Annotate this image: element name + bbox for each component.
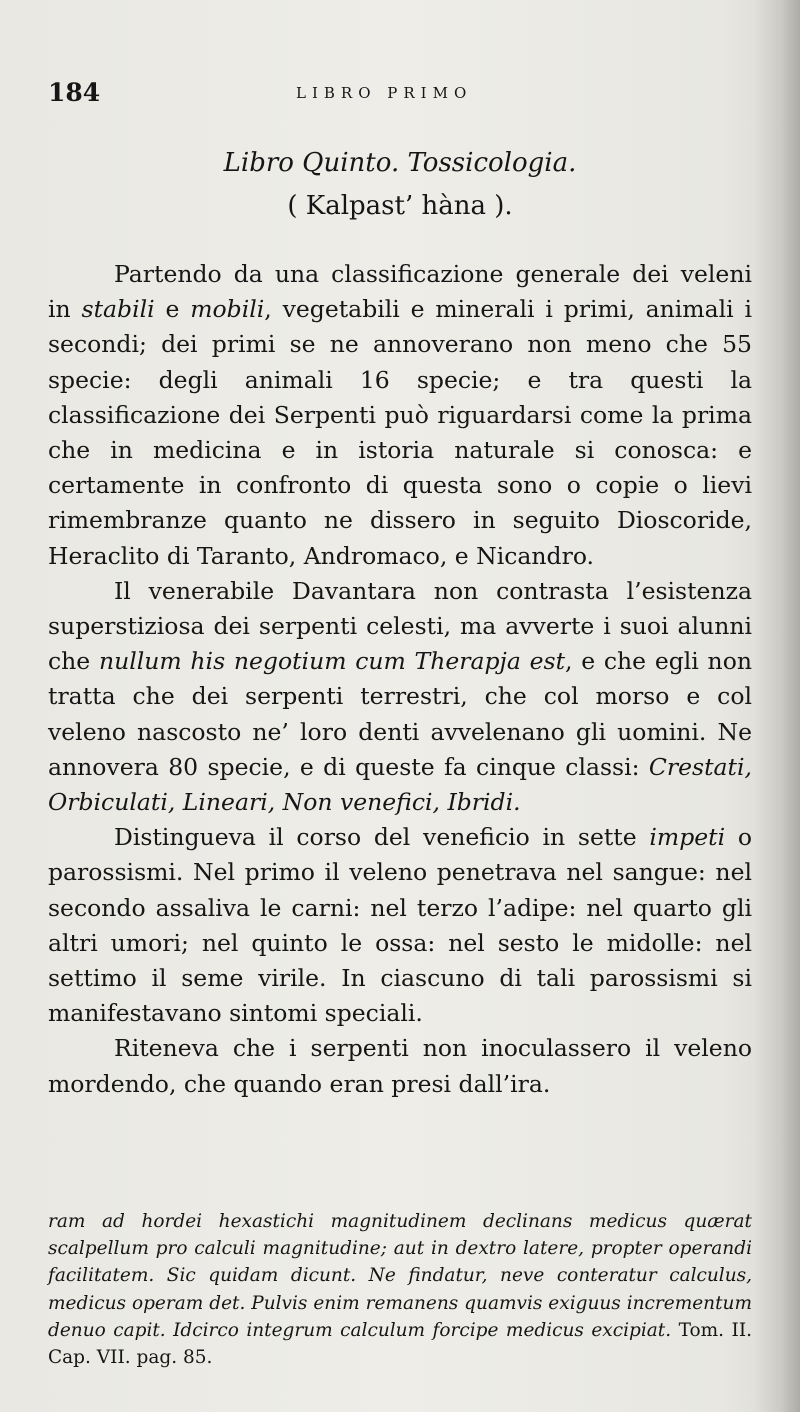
paragraph	[48, 257, 752, 574]
body-text	[48, 257, 752, 1102]
text-run: Riteneva che i serpenti non inoculassero il veleno mordendo, che quando eran presi dall’ira.	[48, 1034, 752, 1098]
section-title: Libro Quinto. Tossicologia.	[223, 148, 577, 178]
paragraph	[48, 574, 752, 820]
running-head: LIBRO PRIMO	[296, 84, 473, 102]
paragraph	[48, 820, 752, 1031]
page-number: 184	[48, 78, 101, 107]
text-run: Il venerabile Davantara non contrasta l’esistenza superstiziosa dei serpenti celesti, ma avverte i suoi alunni che	[48, 576, 752, 676]
footnote	[48, 1208, 752, 1371]
paragraph	[48, 1031, 752, 1101]
page-header	[48, 78, 748, 118]
text-run: o parossismi. Nel primo il veleno penetrava nel sangue: nel secondo assaliva le carni: nel terzo l’adipe: nel quarto gli altri umori; nel quinto le ossa: nel sesto le midolle: nel settimo il seme virile. In ciascuno di tali parossismi si manifestavano sintomi speciali.	[48, 823, 753, 1028]
italic-run: impeti	[649, 823, 726, 852]
text-run: , e che egli non tratta che dei serpenti terrestri, che col morso e col veleno nascosto ne’ loro denti avvelenano gli uomini. Ne annovera 80 specie, e di queste fa cinque classi:	[48, 647, 752, 781]
italic-run: mobili	[190, 295, 265, 324]
text-run: Distingueva il corso del veneficio in sette	[114, 823, 650, 852]
section-subtitle: ( Kalpast’ hàna ).	[287, 191, 513, 221]
footnote-text: ram ad hordei hexastichi magnitudinem declinans medicus quærat scalpellum pro calculi magnitudine; aut in dextro latere, propter operandi facilitatem. Sic quidam dicunt. Ne findatur, neve conteratur calculus, medicus operam det. Pulvis enim remanens quamvis exiguus incrementum denuo capit. Idcirco integrum calculum forcipe medicus excipiat.	[48, 1211, 752, 1341]
text-run: Partendo da una classificazione generale dei veleni in	[48, 260, 752, 324]
italic-run: stabili	[81, 295, 155, 324]
italic-run: nullum his negotium cum Therapja est	[98, 647, 566, 676]
footnote-reference: Tom. II. Cap. VII. pag. 85.	[48, 1319, 753, 1369]
text-run: e	[154, 295, 191, 324]
italic-run: Crestati, Orbiculati, Lineari, Non venefici, Ibridi.	[48, 752, 752, 817]
text-run: , vegetabili e minerali i primi, animali i secondi; dei primi se ne annoverano non meno che 55 specie: degli animali 16 specie; e tra questi la classificazione dei Serpenti può riguardarsi come la prima che in medicina e in istoria naturale si conosca: e certamente in confronto di questa sono o copie o lievi rimembranze quanto ne dissero in seguito Dioscoride, Heraclito di Taranto, Andromaco, e Nicandro.	[48, 295, 753, 570]
